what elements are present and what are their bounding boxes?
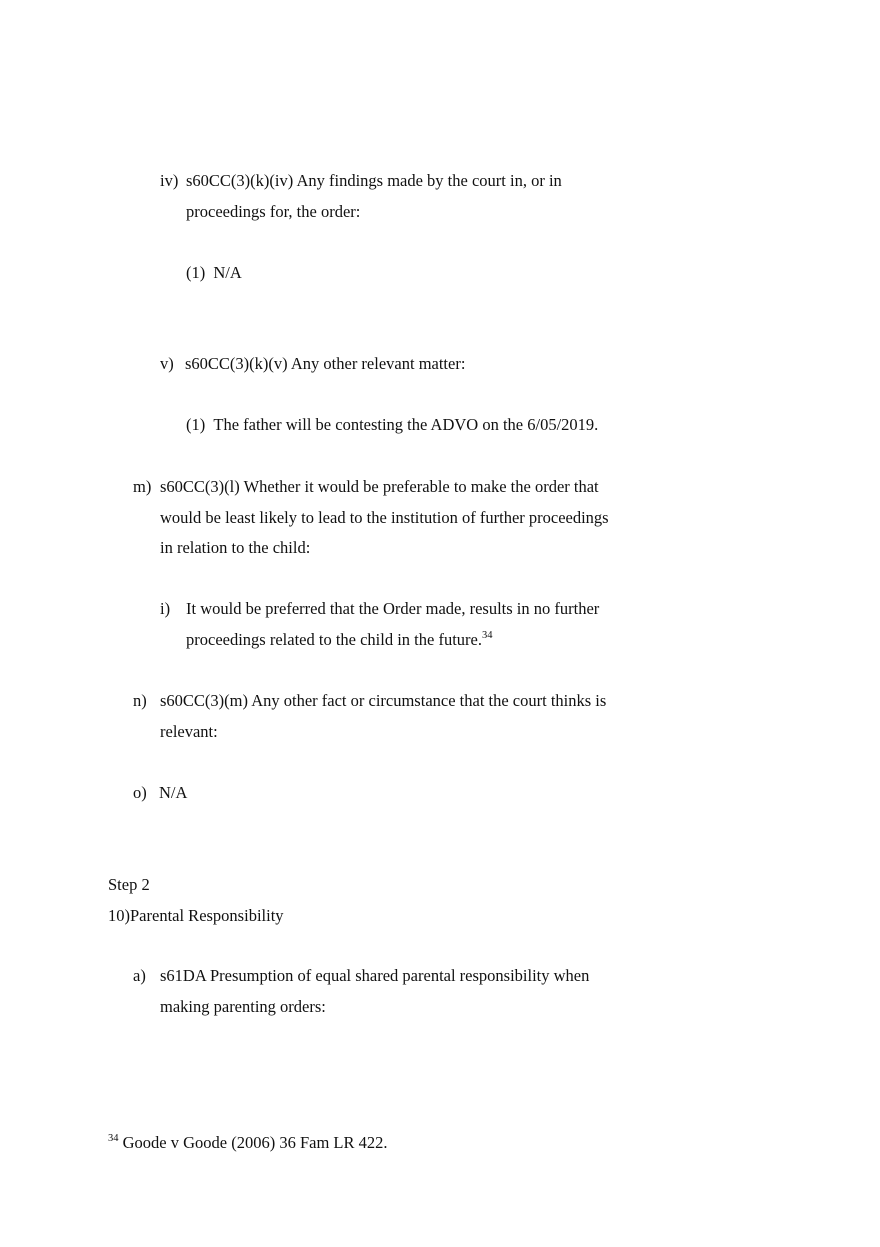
footnote-text: Goode v Goode (2006) 36 Fam LR 422. <box>122 1133 388 1152</box>
footnote <box>108 1128 388 1159</box>
list-text: s60CC(3)(l) Whether it would be preferable to make the order that <box>160 477 599 496</box>
step-heading: Step 2 <box>108 875 150 894</box>
list-label: i) <box>160 599 171 618</box>
list-text-with-footnote <box>186 625 599 656</box>
list-text: in relation to the child: <box>160 538 311 557</box>
list-item-v <box>160 349 465 380</box>
list-item-m-i <box>160 594 599 655</box>
list-text: s60CC(3)(m) Any other fact or circumstance that the court thinks is <box>160 691 607 710</box>
list-text: s60CC(3)(k)(iv) Any findings made by the court in, or in <box>186 171 562 190</box>
section-title: Parental Responsibility <box>130 906 284 925</box>
list-text: N/A <box>213 263 242 282</box>
footnote-reference[interactable]: 34 <box>481 629 493 641</box>
footnote-number: 34 <box>108 1133 119 1144</box>
list-text: s60CC(3)(k)(v) Any other relevant matter: <box>185 354 466 373</box>
list-item-a <box>133 961 589 1022</box>
list-text: proceedings related to the child in the future. <box>186 629 482 649</box>
list-label: iv) <box>160 171 179 190</box>
list-text: The father will be contesting the ADVO on the 6/05/2019. <box>213 415 599 434</box>
list-item-iv-1 <box>186 258 242 289</box>
list-label: n) <box>133 691 147 710</box>
list-label: (1) <box>186 263 206 282</box>
list-item-n <box>133 686 606 747</box>
list-text: proceedings for, the order: <box>186 201 361 221</box>
list-item-m <box>133 472 609 564</box>
list-text: It would be preferred that the Order made, results in no further <box>186 599 600 618</box>
list-text: N/A <box>159 783 188 802</box>
list-label: o) <box>133 783 147 802</box>
list-text: s61DA Presumption of equal shared parental responsibility when <box>160 966 590 985</box>
list-label: v) <box>160 354 174 373</box>
list-text: relevant: <box>160 721 218 741</box>
list-label: (1) <box>186 415 206 434</box>
list-text: would be least likely to lead to the institution of further proceedings <box>160 507 609 527</box>
list-text: making parenting orders: <box>160 996 326 1016</box>
section-heading <box>108 901 284 932</box>
list-label: a) <box>133 966 146 985</box>
list-label: m) <box>133 477 152 496</box>
list-item-iv <box>160 166 562 227</box>
list-item-v-1 <box>186 410 598 441</box>
section-number: 10) <box>108 906 130 925</box>
list-item-o <box>133 778 187 809</box>
